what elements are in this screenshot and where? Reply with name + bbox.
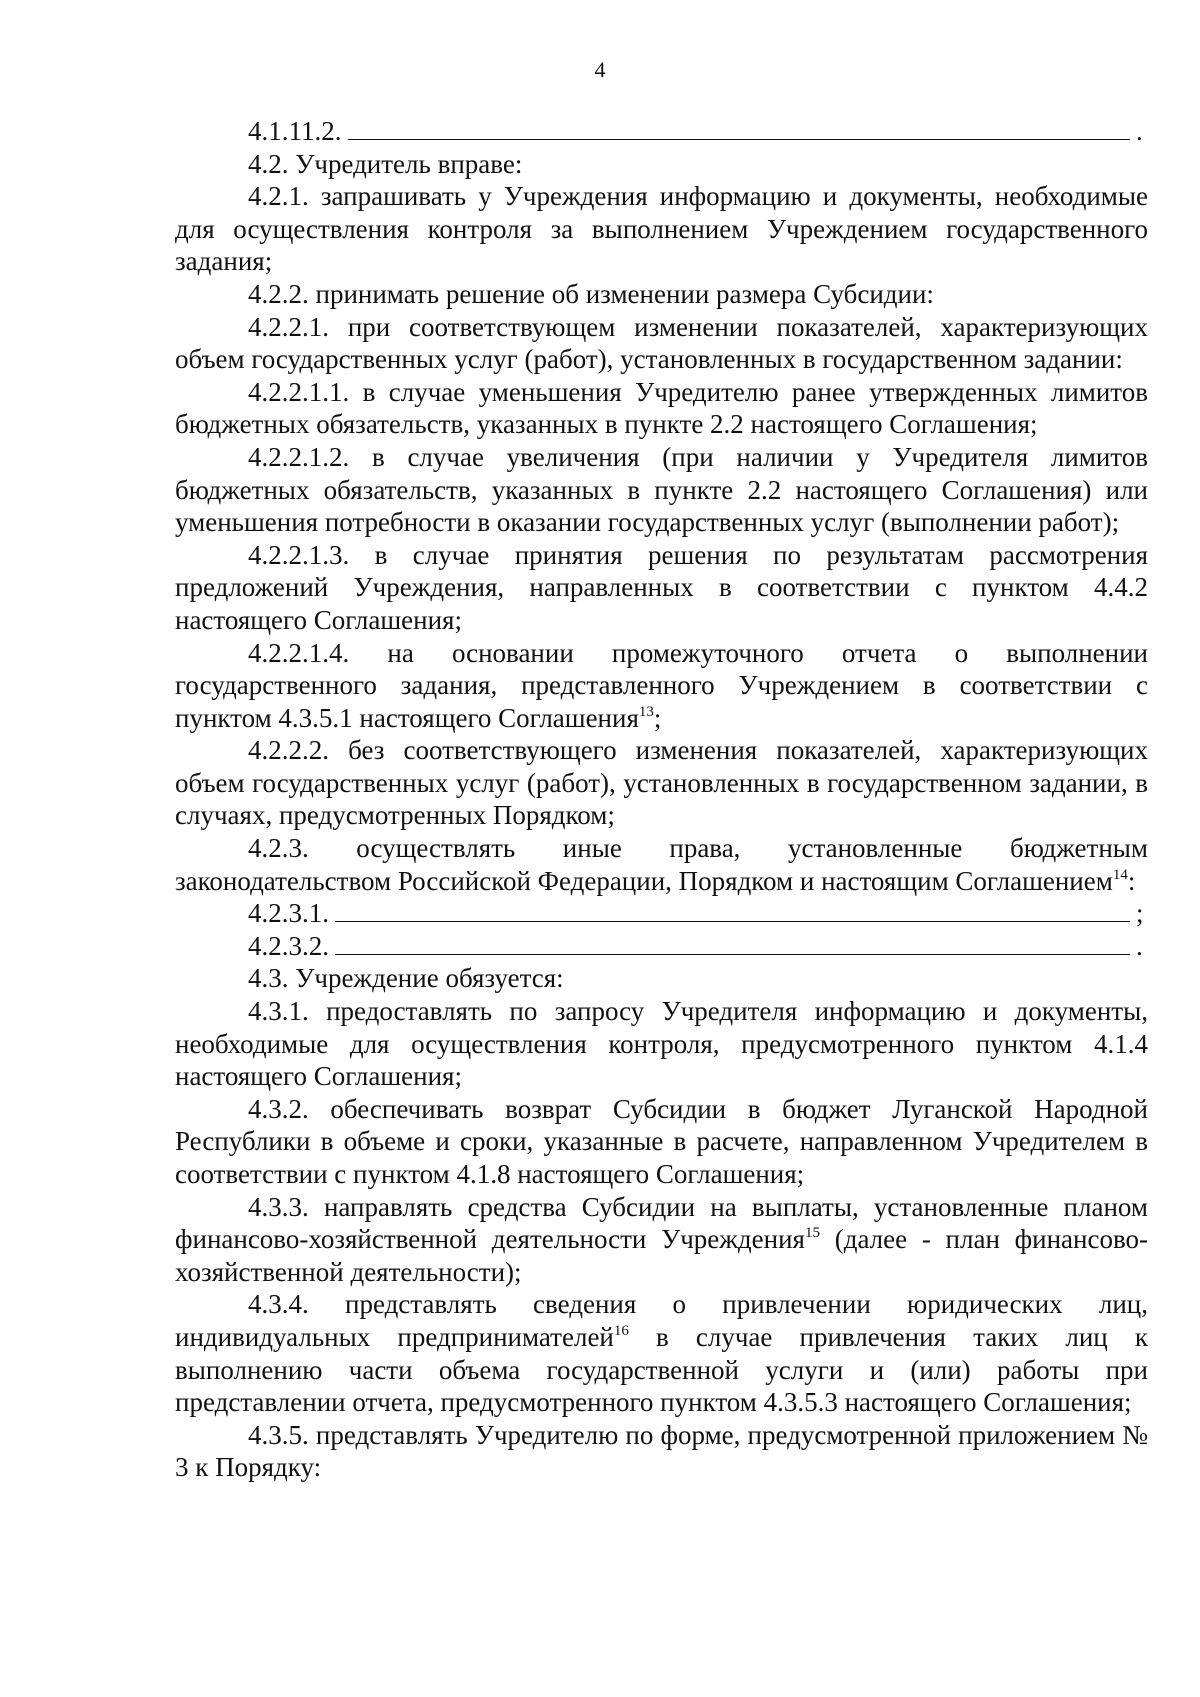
clause-4-2-2: 4.2.2. принимать решение об изменении размера Субсидии: (248, 278, 934, 309)
clause-4-2-3-1 (175, 897, 1148, 930)
clause-4-1-11-2 (175, 115, 1148, 148)
clause-text: 4.3.3. направлять средства Субсидии на выплаты, установленные планом финансово-хозяйственной деятельности Учреждения (175, 1191, 1148, 1255)
clause-4-2-2-1-4 (175, 637, 1148, 735)
clause-text-continued: в случае привлечения таких лиц к выполнению части объема государственной услуги и (или) работы при представлении отчета, предусмотренного пунктом 4.3.5.3 настоящего Соглашения; (175, 1321, 1148, 1418)
clause-label: 4.2.3.1. (248, 898, 329, 929)
clause-4-2-3 (175, 832, 1148, 897)
clause-4-2-2-1-3: 4.2.2.1.3. в случае принятия решения по результатам рассмотрения предложений Учреждения, направленных в соответствии с пунктом 4.4.2 настоящего Соглашения; (175, 539, 1148, 635)
clause-4-2: 4.2. Учредитель вправе: (248, 148, 523, 179)
clause-end-mark: . (1136, 930, 1143, 961)
clause-label: 4.1.11.2. (248, 116, 342, 146)
footnote-ref-13: 13 (638, 703, 654, 720)
fill-in-blank-line (335, 897, 1130, 922)
clause-4-2-2-2: 4.2.2.2. без соответствующего изменения показателей, характеризующих объем государственных услуг (работ), установленных в государственном задании, в случаях, предусмотренных Порядком; (175, 735, 1148, 831)
clause-text: 4.3.4. представлять сведения о привлечении юридических лиц, индивидуальных предпринимателей (175, 1289, 1148, 1352)
clause-4-2-3-2 (175, 930, 1148, 963)
footnote-ref-16: 16 (613, 1322, 629, 1339)
clause-4-2-1: 4.2.1. запрашивать у Учреждения информацию и документы, необходимые для осуществления контроля за выполнением Учреждением государственного задания; (175, 181, 1148, 277)
clause-text: 4.2.2.1.4. на основании промежуточного отчета о выполнении государственного задания, представленного Учреждением в соответствии с пунктом 4.3.5.1 настоящего Соглашения (175, 637, 1148, 733)
clause-end-mark: ; (1136, 898, 1144, 929)
clause-text: 4.2.3. осуществлять иные права, установленные бюджетным законодательством Российской Федерации, Порядком и настоящим Соглашением (175, 833, 1148, 896)
document-body (175, 115, 1148, 1484)
footnote-ref-14: 14 (1112, 866, 1128, 883)
fill-in-blank-line (335, 930, 1130, 955)
clause-end-punctuation: : (1127, 865, 1136, 896)
clause-4-3-2: 4.3.2. обеспечивать возврат Субсидии в бюджет Луганской Народной Республики в объеме и сроки, указанные в расчете, направленном Учредителем в соответствии с пунктом 4.1.8 настоящего Соглашения; (175, 1093, 1148, 1189)
clause-end-mark: . (1136, 116, 1143, 146)
clause-text-continued: (далее - план финансово-хозяйственной деятельности); (175, 1224, 1149, 1287)
footnote-ref-15: 15 (804, 1225, 820, 1242)
clause-4-3-4 (175, 1288, 1148, 1418)
clause-4-3-1: 4.3.1. предоставлять по запросу Учредителя информацию и документы, необходимые для осуществления контроля, предусмотренного пунктом 4.1.4 настоящего Соглашения; (175, 996, 1148, 1092)
clause-4-3-3 (175, 1191, 1148, 1289)
page-number: 4 (594, 57, 606, 82)
clause-4-2-2-1-2: 4.2.2.1.2. в случае увеличения (при наличии у Учредителя лимитов бюджетных обязательств, указанных в пункте 2.2 настоящего Соглашения) или уменьшения потребности в оказании государственных услуг (выполнении работ); (175, 441, 1148, 538)
clause-label: 4.2.3.2. (248, 930, 329, 961)
clause-end-punctuation: ; (653, 702, 662, 733)
clause-4-2-2-1: 4.2.2.1. при соответствующем изменении показателей, характеризующих объем государственных услуг (работ), установленных в государственном задании: (175, 311, 1148, 375)
clause-4-2-2-1-1: 4.2.2.1.1. в случае уменьшения Учредителю ранее утвержденных лимитов бюджетных обязательств, указанных в пункте 2.2 настоящего Соглашения; (175, 376, 1148, 440)
clause-4-3: 4.3. Учреждение обязуется: (248, 963, 564, 994)
clause-4-3-5: 4.3.5. представлять Учредителю по форме, предусмотренной приложением № 3 к Порядку: (175, 1419, 1148, 1483)
fill-in-blank-line (348, 115, 1131, 140)
